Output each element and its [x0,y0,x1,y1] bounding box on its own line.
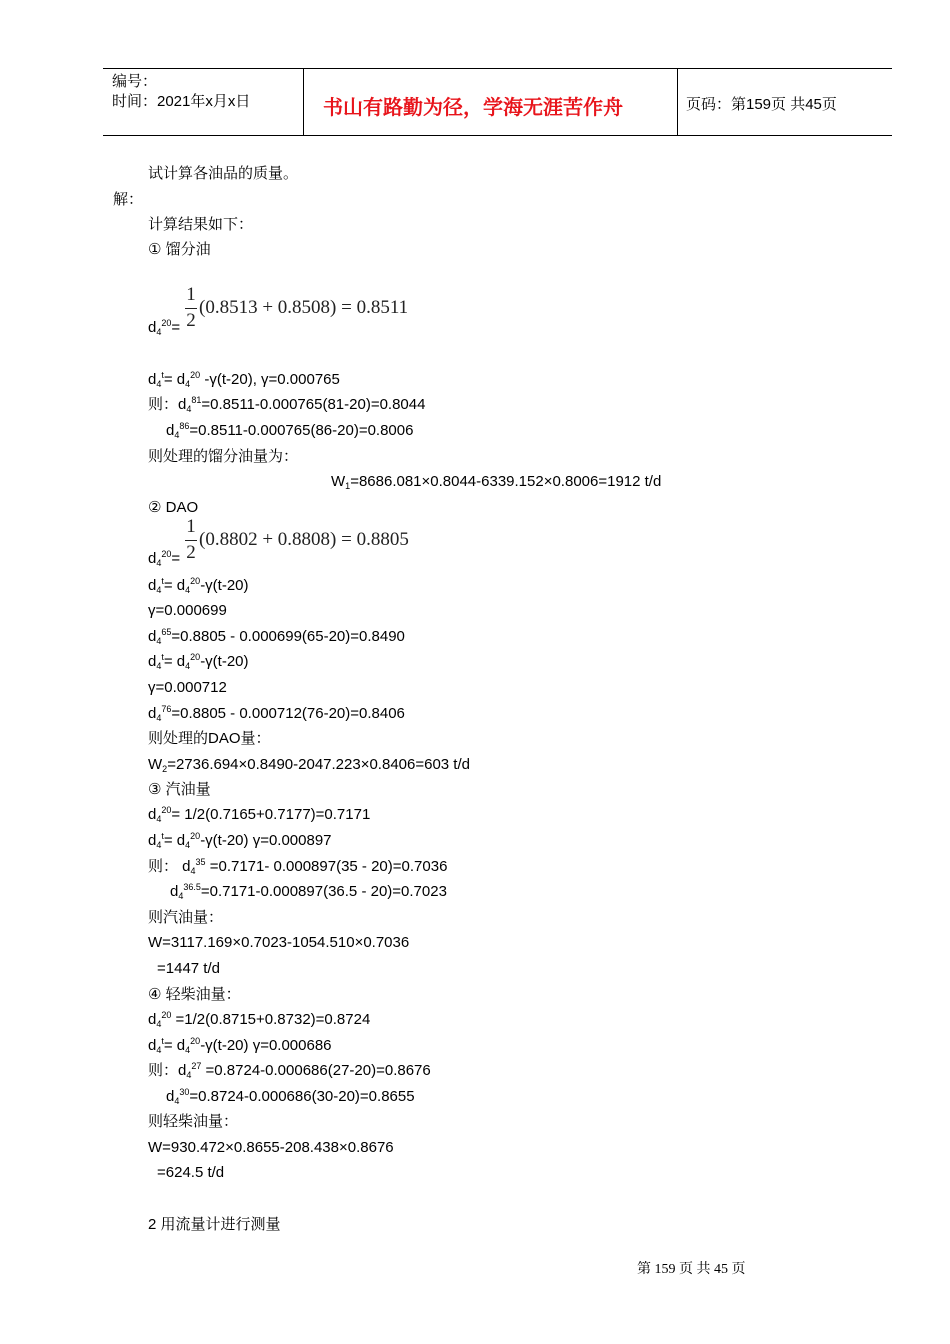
diesel-mass-expression: W=930.472×0.8655-208.438×0.8676 [148,1139,394,1156]
density-formula-line: $d_4^t= d_4^{20}-\gamma(t-20)$ [148,652,249,671]
density-d420-label: $d_4^{20}=$ [148,318,181,337]
gasoline-amount-label: 则汽油量： [148,909,224,926]
density-formula-line: $d_4^t= d_4^{20}-\gamma(t-20)$ [148,576,249,595]
distillate-density-formula [185,286,425,336]
dao-amount-label: 则处理的DAO量： [148,730,271,747]
distillate-amount-label: 则处理的馏分油量为： [148,448,299,465]
diesel-amount-label: 则轻柴油量： [148,1113,239,1130]
density-36-5-line: $d_4^{36.5}=0.7171-0.000897(36.5 - 20)=0.7023$ [170,882,447,901]
density-formula-line: $d_4^t= d_4^{20}-\gamma(t-20)$ γ=0.000897 [148,831,332,850]
footer-page-number: 第 159 页 共 45 页 [637,1262,746,1277]
density-30-line: $d_4^{30}=0.8724-0.000686(30-20)=0.8655$ [166,1087,415,1106]
header-divider-left [303,68,304,136]
formula-expression: (0.8513 + 0.8508) = 0.8511 [199,297,409,318]
header-top-border [103,68,892,69]
density-86-line: $d_4^{86}=0.8511-0.000765(86-20)=0.8006$ [166,421,414,440]
section-dao-title: ② DAO [148,499,199,516]
density-formula-line: $d_4^t= d_4^{20}$ -γ(t-20), γ=0.000765 [148,370,340,389]
header-number-label: 编号： [112,73,158,90]
fraction-numerator: 1 [186,284,196,305]
distillate-mass-result: $W_1=8686.081\times 0.8044-6339.152\times 0.8006=1912$ t/d [331,473,662,491]
gamma-value: γ=0.000699 [148,602,227,619]
header-motto: 书山有路勤为径，学海无涯苦作舟 [323,95,623,119]
header-time-label: 时间：2021年x月x日 [112,93,251,110]
density-formula-line: $d_4^t= d_4^{20}-\gamma(t-20)$ γ=0.000686 [148,1036,332,1055]
dao-mass-result: $W_2=2736.694\times 0.8490-2047.223\times 0.8406=603$ t/d [148,756,470,774]
fraction-bar [185,540,197,541]
gasoline-mass-result: =1447 t/d [157,960,220,977]
dao-density-formula [185,518,425,568]
density-76-line: $d_4^{76}=0.8805 - 0.000712(76-20)=0.8406$ [148,704,405,723]
section-distillate-title: ① 馏分油 [148,241,211,258]
section-flowmeter-heading: 2 用流量计进行测量 [148,1216,281,1233]
gasoline-mass-expression: W=3117.169×0.7023-1054.510×0.7036 [148,934,410,951]
density-35-line: 则： $d_4^{35} =0.7171-$ 0.000897(35 - 20)=0.7036 [148,857,448,876]
header-page-label: 页码：第159页 共45页 [686,96,837,113]
header-divider-right [677,68,678,136]
density-d420-line: $d_4^{20} =1/2(0.8715+0.8732)=0.8724$ [148,1010,371,1029]
density-d420-label: $d_4^{20}=$ [148,549,181,568]
density-d420-line: $d_4^{20}= 1/2(0.7165+0.7177)=0.7171$ [148,805,371,824]
intro-text: 试计算各油品的质量。 [148,165,299,182]
diesel-mass-result: =624.5 t/d [157,1164,225,1181]
fraction-denominator: 2 [186,542,196,563]
fraction-denominator: 2 [186,310,196,331]
formula-expression: (0.8802 + 0.8808) = 0.8805 [199,529,409,550]
solution-label: 解： [113,191,144,208]
fraction-bar [185,308,197,309]
density-27-line: 则：$d_4^{27} =0.8724-0.000686(27-20)=0.8676$ [148,1061,431,1080]
gamma-value: γ=0.000712 [148,679,227,696]
section-gasoline-title: ③ 汽油量 [148,781,211,798]
section-diesel-title: ④ 轻柴油量： [148,986,241,1003]
density-65-line: $d_4^{65}=0.8805 - 0.000699(65-20)=0.8490$ [148,627,405,646]
density-81-line: 则：$d_4^{81}=0.8511-0.000765(81-20)=0.8044$ [148,395,426,414]
header-bottom-border [103,135,892,136]
results-heading: 计算结果如下： [148,216,254,233]
fraction-numerator: 1 [186,516,196,537]
